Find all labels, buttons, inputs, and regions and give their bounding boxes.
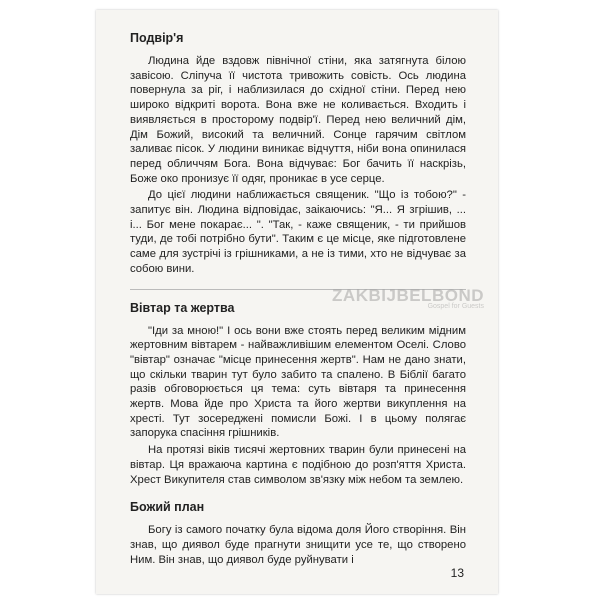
- section-gods-plan: [130, 499, 466, 567]
- watermark-main: ZAKBIJBELBOND: [332, 286, 484, 305]
- watermark-logo: [332, 286, 484, 310]
- section-title: Вівтар та жертва: [130, 300, 235, 315]
- section-title: Божий план: [130, 500, 205, 515]
- watermark-sub: Gospel for Guests: [427, 303, 484, 310]
- paragraph: Людина йде вздовж північної стіни, яка затягнута білою завісою. Сліпуча її чистота тривожить совість. Ось людина повернула за ріг, і наблизилася до східної стіни. Перед нею широко відкриті ворота. Вона вже не коливається. Входить і виявляється в просторому подвір'ї. Перед нею величний дім, Дім Божий, високий та величний. Сонце гарячим світлом заливає пісок. У людини виникає відчуття, ніби вона опинилася перед обличчям Бога. Вона відчуває: Бог бачить її наскрізь, Боже око пронизує її одяг, проникає в усе серце.: [130, 55, 466, 185]
- paragraph: "Іди за мною!" І ось вони вже стоять перед великим мідним жертовним вівтарем - найважливішим елементом Оселі. Слово "вівтар" означає "місце принесення жертв". Нам не дано знати, що скільки тварин тут було забито та спалено. В Біблії багато разів обговорюється ця тема: суть вівтаря та принесення жертв. Мова йде про Христа та його жертви викуплення на хресті. Тут зосереджені помисли Божі. І в цьому полягає запорука спасіння грішників.: [130, 324, 466, 440]
- section-title: Подвір'я: [130, 31, 184, 45]
- section-altar: [130, 300, 466, 488]
- paragraph: До цієї людини наближається священик. "Що із тобою?" - запитує він. Людина відповідає, заікаючись: "Я... Я згрішив, ... і... Бог мене покарає... ". "Так, - каже священик, - ти прийшов туди, де тобі потрібно бути". Таким є це місце, яке підготовлене саме для зустрічі із грішниками, а не із тими, хто не відчуває за собою вини.: [130, 189, 466, 275]
- book-page: [96, 10, 498, 594]
- paragraph: Богу із самого початку була відома доля Його створіння. Він знав, що диявол буде прагнути знищити усе те, що створено Ним. Він знав, що диявол буде руйнувати і: [130, 524, 466, 566]
- page-number: 13: [450, 566, 464, 580]
- paragraph: На протязі віків тисячі жертовних тварин були принесені на вівтар. Ця вражаюча картина є подібною до розп'яття Христа. Хрест Викупителя став символом зв'язку між небом та землею.: [130, 444, 466, 486]
- section-courtyard: [130, 30, 466, 277]
